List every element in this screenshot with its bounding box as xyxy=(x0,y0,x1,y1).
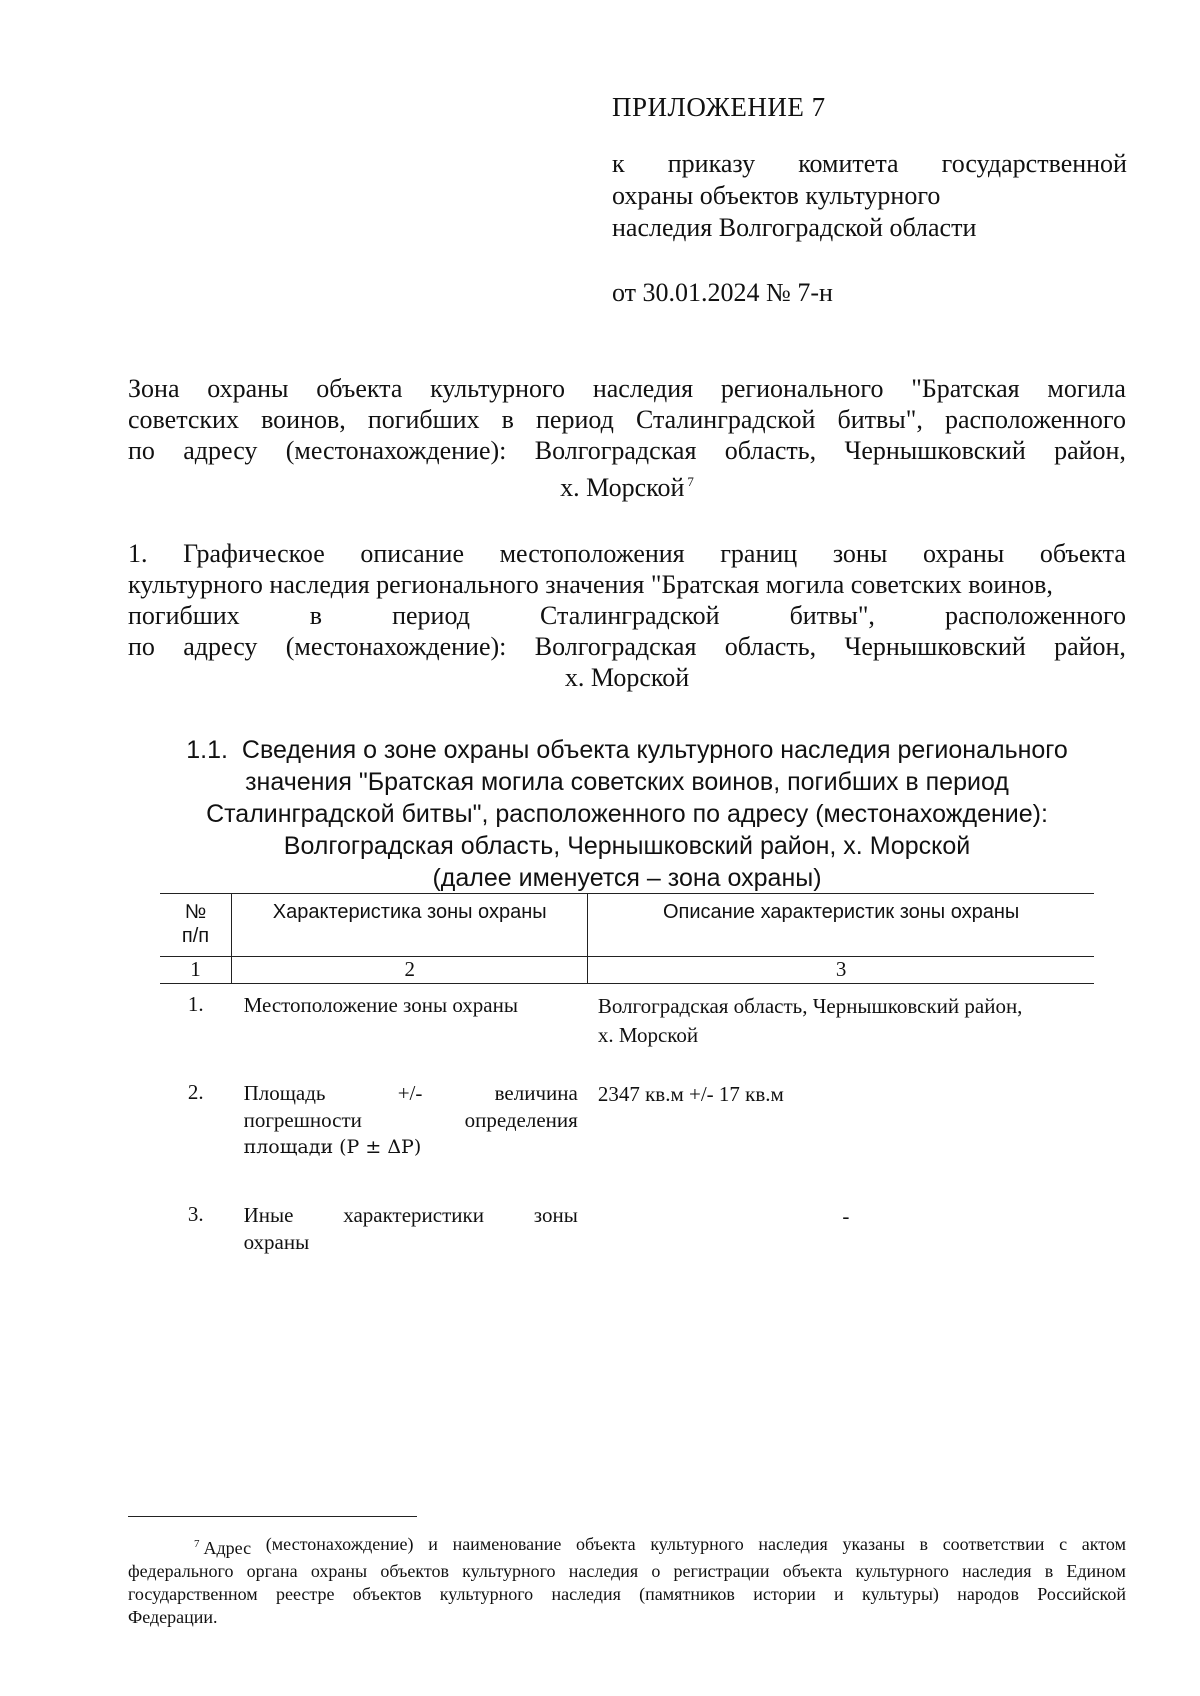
word: регионального xyxy=(720,374,884,403)
subsection-line-1 xyxy=(128,734,1126,766)
word: регистрации xyxy=(673,1561,770,1581)
word: район, xyxy=(1054,632,1126,661)
word: величина xyxy=(494,1080,578,1105)
word: государственном xyxy=(128,1584,258,1604)
word: Иные xyxy=(243,1202,294,1227)
word: период xyxy=(536,405,614,434)
word: наследия xyxy=(551,1584,621,1604)
order-word: комитета xyxy=(798,149,899,178)
word: Волгоградская xyxy=(534,632,697,661)
row-description: - xyxy=(842,1203,850,1228)
order-word: государственной xyxy=(941,149,1127,178)
word: зоны xyxy=(832,539,888,568)
word: объекта xyxy=(1039,539,1126,568)
subsection-1-1-heading xyxy=(128,734,1126,894)
section-1-line-1 xyxy=(128,538,1126,569)
order-date: от 30.01.2024 № 7-н xyxy=(612,278,833,307)
footnote-separator xyxy=(128,1516,417,1517)
word: культурного xyxy=(462,1561,556,1581)
word: объекта xyxy=(782,1561,843,1581)
word: советских xyxy=(128,405,239,434)
section-1-line-2: культурного наследия регионального значения "Братская могила советских воинов, xyxy=(128,570,1053,599)
word: в xyxy=(1044,1561,1054,1581)
title-line-2 xyxy=(128,404,1126,435)
word: адресу xyxy=(183,632,258,661)
appendix-title: ПРИЛОЖЕНИЕ 7 xyxy=(612,92,826,122)
word: Чернышковский xyxy=(844,436,1026,465)
column-number: 3 xyxy=(588,957,1094,984)
word: соответствии xyxy=(942,1534,1045,1554)
word: наследия xyxy=(962,1561,1032,1581)
word: воинов, xyxy=(261,405,346,434)
word: могила xyxy=(1047,374,1126,403)
order-reference-line-3: наследия Волгоградской области xyxy=(612,213,977,242)
header-characteristic: Характеристика зоны охраны xyxy=(232,894,588,957)
word: Едином xyxy=(1066,1561,1126,1581)
header-description: Описание характеристик зоны охраны xyxy=(588,894,1094,957)
word: охраны xyxy=(922,539,1005,568)
title-line-1 xyxy=(128,373,1126,404)
word: истории xyxy=(753,1584,816,1604)
word: реестре xyxy=(276,1584,335,1604)
subsection-line-3: Сталинградской битвы", расположенного по адресу (местонахождение): xyxy=(206,800,1048,828)
word: (местонахождение): xyxy=(285,632,507,661)
word: и xyxy=(834,1584,844,1604)
word: период xyxy=(392,601,470,630)
word: органа xyxy=(246,1561,298,1581)
subsection-number: 1.1. xyxy=(186,736,228,764)
word: наследия xyxy=(568,1561,639,1581)
word: объекта xyxy=(576,1534,636,1554)
column-number-row xyxy=(160,957,1094,984)
word: федерального xyxy=(128,1561,234,1581)
word: Сталинградской xyxy=(635,405,816,434)
section-1-line-5: х. Морской xyxy=(564,663,690,692)
footnote-line-4: Федерации. xyxy=(128,1607,218,1627)
word: +/- xyxy=(397,1080,423,1105)
word: в xyxy=(919,1534,928,1554)
word: Зона xyxy=(128,374,180,403)
row-description xyxy=(588,984,1094,1072)
word: наследия xyxy=(758,1534,828,1554)
word: (местонахождение): xyxy=(285,436,507,465)
table-header-row xyxy=(160,894,1094,957)
word: народов xyxy=(957,1584,1019,1604)
word: местоположения xyxy=(499,539,685,568)
header-number xyxy=(160,894,232,957)
description-line: х. Морской xyxy=(597,1023,699,1047)
title-line-3 xyxy=(128,435,1126,466)
title-settlement: х. Морской xyxy=(560,473,685,502)
protection-zone-table xyxy=(160,893,1094,1274)
word: по xyxy=(128,632,155,661)
word: расположенного xyxy=(945,601,1126,630)
word: культурного xyxy=(439,1584,534,1604)
word: Волгоградская xyxy=(534,436,697,465)
subsection-line-4: Волгоградская область, Чернышковский район, х. Морской xyxy=(283,832,971,860)
description-line: Волгоградская область, Чернышковский район, xyxy=(597,994,1023,1018)
word: наследия xyxy=(592,374,694,403)
word: объекта xyxy=(316,374,403,403)
order-reference-line-2: охраны объектов культурного xyxy=(612,181,941,210)
word: наименование xyxy=(452,1534,562,1554)
word: Площадь xyxy=(243,1080,326,1105)
word: охраны xyxy=(310,1561,368,1581)
word: зоны xyxy=(533,1202,578,1227)
footnote xyxy=(128,1533,1126,1629)
footnote-reference[interactable]: 7 xyxy=(687,474,694,489)
word: по xyxy=(128,436,155,465)
word: Чернышковский xyxy=(844,632,1026,661)
header-number-abbr: п/п xyxy=(181,925,210,947)
word: границ xyxy=(720,539,798,568)
characteristic-line xyxy=(244,1080,578,1107)
table-row xyxy=(160,1194,1094,1274)
footnote-line-2 xyxy=(128,1560,1126,1583)
word: (местонахождение) xyxy=(265,1534,414,1554)
word-text: Адрес xyxy=(203,1538,252,1558)
subsection-line-5: (далее именуется – зона охраны) xyxy=(432,864,822,892)
characteristic-line: площади (P ± ΔP) xyxy=(243,1135,422,1158)
word: объектов xyxy=(380,1561,449,1581)
word: и xyxy=(428,1534,438,1554)
word: район, xyxy=(1054,436,1126,465)
word: погибших xyxy=(367,405,480,434)
word: о xyxy=(651,1561,661,1581)
characteristic-line xyxy=(244,1107,578,1134)
word: определения xyxy=(464,1107,578,1132)
row-characteristic: Местоположение зоны охраны xyxy=(243,993,518,1017)
column-number: 2 xyxy=(232,957,588,984)
word: Графическое xyxy=(183,539,325,568)
row-characteristic xyxy=(232,1194,588,1274)
word: погрешности xyxy=(243,1107,362,1132)
word: "Братская xyxy=(911,374,1020,403)
word: в xyxy=(501,405,514,434)
word: культурного xyxy=(430,374,566,403)
word: погибших xyxy=(128,601,240,630)
order-word: к xyxy=(612,149,625,178)
word: область, xyxy=(724,632,817,661)
section-1-heading xyxy=(128,538,1126,693)
table-row xyxy=(160,984,1094,1072)
word: расположенного xyxy=(944,405,1126,434)
footnote-line-1 xyxy=(128,1533,1126,1560)
subsection-line-2: значения "Братская могила советских воинов, погибших в период xyxy=(245,768,1009,796)
word: 1. xyxy=(128,539,148,568)
subsection-text: Сведения о зоне охраны объекта культурного наследия регионального xyxy=(241,736,1068,764)
word: Российской xyxy=(1037,1584,1126,1604)
column-number: 1 xyxy=(160,957,232,984)
order-word: приказу xyxy=(667,149,756,178)
word: битвы", xyxy=(837,405,923,434)
word: с xyxy=(1059,1534,1068,1554)
word: объектов xyxy=(352,1584,422,1604)
word xyxy=(194,1533,251,1560)
row-characteristic xyxy=(232,1072,588,1194)
row-number: 2. xyxy=(187,1079,204,1104)
word: охраны xyxy=(207,374,289,403)
section-1-line-3 xyxy=(128,600,1126,631)
table-row xyxy=(160,1072,1094,1194)
characteristic-line xyxy=(244,1202,578,1229)
row-description: 2347 кв.м +/- 17 кв.м xyxy=(597,1081,784,1106)
order-reference-line-1 xyxy=(612,148,1127,180)
word: в xyxy=(309,601,323,630)
word: битвы", xyxy=(789,601,875,630)
word: область, xyxy=(724,436,817,465)
word: Сталинградской xyxy=(540,601,720,630)
header-number-sign: № xyxy=(184,901,207,923)
document-title xyxy=(128,373,1126,503)
word: актом xyxy=(1081,1534,1126,1554)
word: (памятников xyxy=(639,1584,735,1604)
word: указаны xyxy=(842,1534,905,1554)
row-number: 3. xyxy=(187,1201,204,1226)
word: адресу xyxy=(183,436,258,465)
row-number: 1. xyxy=(187,992,204,1016)
word: описание xyxy=(360,539,464,568)
word: культурного xyxy=(855,1561,949,1581)
word: характеристики xyxy=(343,1202,484,1227)
word: культуры) xyxy=(861,1584,939,1604)
footnote-line-3 xyxy=(128,1583,1126,1606)
characteristic-line: охраны xyxy=(243,1229,310,1254)
section-1-line-4 xyxy=(128,631,1126,662)
title-line-4 xyxy=(128,466,1126,503)
word: культурного xyxy=(650,1534,744,1554)
order-reference xyxy=(612,148,1127,244)
footnote-mark: 7 xyxy=(194,1538,200,1550)
